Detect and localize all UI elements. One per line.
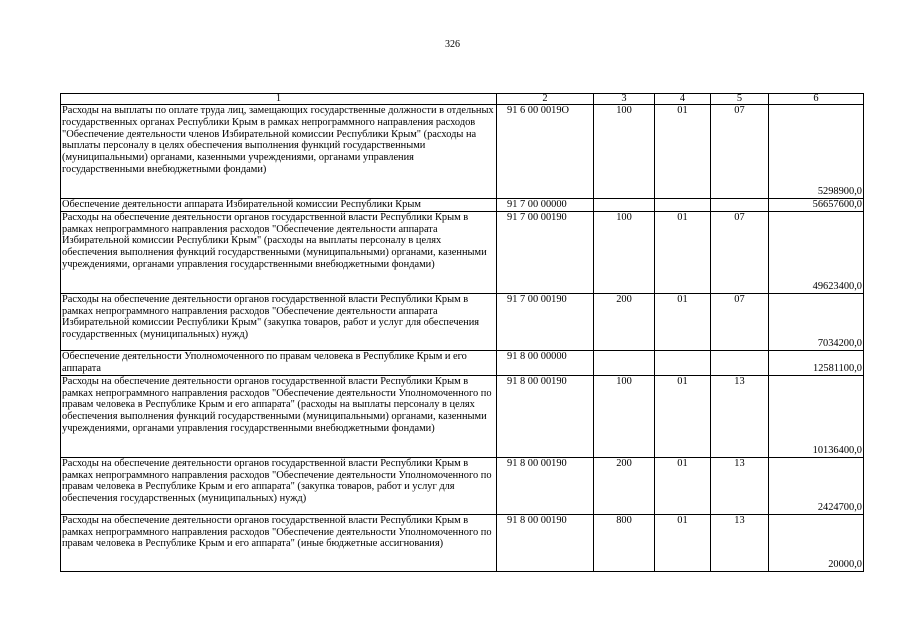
table-row	[61, 514, 864, 571]
row-subsection-cell	[711, 350, 769, 375]
table-row	[61, 457, 864, 514]
budget-table	[60, 93, 864, 572]
row-name-cell: Обеспечение деятельности аппарата Избирательной комиссии Республики Крым	[61, 199, 497, 212]
row-subsection-cell: 13	[711, 514, 769, 571]
row-sum-cell: 5298900,0	[769, 105, 864, 199]
row-name-cell: Расходы на обеспечение деятельности органов государственной власти Республики Крым в рамках непрограммного направления расходов "Обеспечение деятельности Уполномоченного по правам человека в Республике Крым и его аппарата" (закупка товаров, работ и услуг для обеспечения государственных (муниципальных) нужд)	[61, 457, 497, 514]
column-header-5: 5	[711, 94, 769, 105]
table-row	[61, 199, 864, 212]
row-name-cell: Расходы на обеспечение деятельности органов государственной власти Республики Крым в рамках непрограммного направления расходов "Обеспечение деятельности аппарата Избирательной комиссии Республики Крым" (закупка товаров, работ и услуг для обеспечения государственных (муниципальных) нужд)	[61, 293, 497, 350]
column-header-1: 1	[61, 94, 497, 105]
table-header-row	[61, 94, 864, 105]
row-subsection-cell: 07	[711, 293, 769, 350]
row-target-article-cell: 91 8 00 00190	[497, 514, 594, 571]
row-target-article-cell: 91 8 00 00190	[497, 375, 594, 457]
row-target-article-cell: 91 8 00 00000	[497, 350, 594, 375]
column-header-6: 6	[769, 94, 864, 105]
page-number: 326	[445, 39, 460, 50]
row-section-cell: 01	[655, 514, 711, 571]
row-expense-type-cell	[594, 350, 655, 375]
row-name-cell: Расходы на обеспечение деятельности органов государственной власти Республики Крым в рамках непрограммного направления расходов "Обеспечение деятельности Уполномоченного по правам человека в Республике Крым и его аппарата" (иные бюджетные ассигнования)	[61, 514, 497, 571]
row-expense-type-cell: 200	[594, 293, 655, 350]
row-expense-type-cell: 200	[594, 457, 655, 514]
row-section-cell: 01	[655, 375, 711, 457]
row-section-cell: 01	[655, 293, 711, 350]
table-row	[61, 293, 864, 350]
table-row	[61, 375, 864, 457]
row-sum-cell: 20000,0	[769, 514, 864, 571]
row-target-article-cell: 91 7 00 00190	[497, 211, 594, 293]
row-expense-type-cell: 800	[594, 514, 655, 571]
row-subsection-cell: 13	[711, 375, 769, 457]
row-sum-cell: 56657600,0	[769, 199, 864, 212]
table-row	[61, 105, 864, 199]
row-subsection-cell: 07	[711, 211, 769, 293]
row-name-cell: Расходы на обеспечение деятельности органов государственной власти Республики Крым в рамках непрограммного направления расходов "Обеспечение деятельности аппарата Избирательной комиссии Республики Крым" (расходы на выплаты персоналу в целях обеспечения выполнения функций государственными (муниципальными) органами, казенными учреждениями, органами управления государственными внебюджетными фондами)	[61, 211, 497, 293]
column-header-4: 4	[655, 94, 711, 105]
row-name-cell: Расходы на обеспечение деятельности органов государственной власти Республики Крым в рамках непрограммного направления расходов "Обеспечение деятельности Уполномоченного по правам человека в Республике Крым и его аппарата" (расходы на выплаты персоналу в целях обеспечения выполнения функций государственными (муниципальными) органами, казенными учреждениями, органами управления государственными внебюджетными фондами)	[61, 375, 497, 457]
row-expense-type-cell: 100	[594, 211, 655, 293]
table-row	[61, 350, 864, 375]
row-section-cell	[655, 199, 711, 212]
row-target-article-cell: 91 7 00 00000	[497, 199, 594, 212]
row-subsection-cell	[711, 199, 769, 212]
row-sum-cell: 10136400,0	[769, 375, 864, 457]
row-target-article-cell: 91 6 00 0019О	[497, 105, 594, 199]
row-expense-type-cell: 100	[594, 375, 655, 457]
row-name-cell: Расходы на выплаты по оплате труда лиц, замещающих государственные должности в отдельных государственных органах Республики Крым в рамках непрограммного направления расходов "Обеспечение деятельности членов Избирательной комиссии Республики Крым" (расходы на выплаты персоналу в целях обеспечения выполнения функций государственными (муниципальными) органами, казенными учреждениями, органами управления государственными внебюджетными фондами)	[61, 105, 497, 199]
row-expense-type-cell	[594, 199, 655, 212]
row-subsection-cell: 07	[711, 105, 769, 199]
row-section-cell: 01	[655, 105, 711, 199]
column-header-2: 2	[497, 94, 594, 105]
row-target-article-cell: 91 7 00 00190	[497, 293, 594, 350]
row-sum-cell: 2424700,0	[769, 457, 864, 514]
table-row	[61, 211, 864, 293]
column-header-3: 3	[594, 94, 655, 105]
row-sum-cell: 49623400,0	[769, 211, 864, 293]
row-section-cell: 01	[655, 211, 711, 293]
row-sum-cell: 7034200,0	[769, 293, 864, 350]
row-section-cell: 01	[655, 457, 711, 514]
row-target-article-cell: 91 8 00 00190	[497, 457, 594, 514]
row-subsection-cell: 13	[711, 457, 769, 514]
row-expense-type-cell: 100	[594, 105, 655, 199]
row-sum-cell: 12581100,0	[769, 350, 864, 375]
row-name-cell: Обеспечение деятельности Уполномоченного по правам человека в Республике Крым и его аппарата	[61, 350, 497, 375]
row-section-cell	[655, 350, 711, 375]
